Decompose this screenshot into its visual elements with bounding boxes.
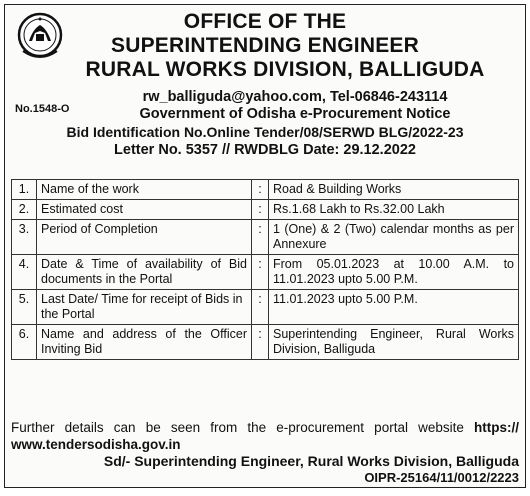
- table-row: [12, 220, 519, 255]
- signature-line: Sd/- Superintending Engineer, Rural Works Division, Balliguda: [103, 453, 519, 469]
- row-colon: :: [252, 180, 269, 200]
- table-row: [12, 180, 519, 200]
- row-number: 6.: [12, 325, 37, 360]
- office-title: OFFICE OF THE: [183, 10, 347, 33]
- row-number: 3.: [12, 220, 37, 255]
- division-name: RURAL WORKS DIVISION, BALLIGUDA: [85, 58, 485, 81]
- row-value: Superintending Engineer, Rural Works Division, Balliguda: [269, 325, 519, 360]
- row-number: 1.: [12, 180, 37, 200]
- row-colon: :: [252, 325, 269, 360]
- tender-notice: [4, 4, 526, 488]
- row-colon: :: [252, 255, 269, 290]
- oipr-number: OIPR-25164/11/0012/2223: [364, 470, 519, 485]
- table-row: [12, 200, 519, 220]
- row-label: Period of Completion: [37, 220, 252, 255]
- row-label: Last Date/ Time for receipt of Bids in the Portal: [37, 290, 252, 325]
- row-number: 2.: [12, 200, 37, 220]
- row-label: Name of the work: [37, 180, 252, 200]
- letter-number: Letter No. 5357 // RWDBLG Date: 29.12.2022: [114, 142, 416, 158]
- reference-number: No.1548-O: [15, 103, 70, 115]
- row-label: Name and address of the Officer Inviting Bid: [37, 325, 252, 360]
- row-number: 4.: [12, 255, 37, 290]
- row-colon: :: [252, 290, 269, 325]
- further-details-text: Further details can be seen from the e-procurement portal website: [11, 420, 464, 435]
- row-label: Estimated cost: [37, 200, 252, 220]
- row-value: From 05.01.2023 at 10.00 A.M. to 11.01.2023 upto 5.00 P.M.: [269, 255, 519, 290]
- row-value: 11.01.2023 upto 5.00 P.M.: [269, 290, 519, 325]
- office-designation: SUPERINTENDING ENGINEER: [111, 34, 419, 57]
- further-details: [11, 419, 519, 453]
- table-row: [12, 325, 519, 360]
- row-value: Road & Building Works: [269, 180, 519, 200]
- row-value: 1 (One) & 2 (Two) calendar months as per Annexure: [269, 220, 519, 255]
- notice-title: Government of Odisha e-Procurement Notice: [139, 106, 451, 122]
- tender-details-table: [11, 179, 519, 360]
- row-label: Date & Time of availability of Bid documents in the Portal: [37, 255, 252, 290]
- portal-website-link[interactable]: https:// www.tendersodisha.gov.in: [11, 420, 519, 452]
- row-colon: :: [252, 220, 269, 255]
- row-value: Rs.1.68 Lakh to Rs.32.00 Lakh: [269, 200, 519, 220]
- table-row: [12, 290, 519, 325]
- row-colon: :: [252, 200, 269, 220]
- table-row: [12, 255, 519, 290]
- bid-identification: Bid Identification No.Online Tender/08/SERWD BLG/2022-23: [66, 124, 464, 140]
- contact-info: rw_balliguda@yahoo.com, Tel-06846-243114: [142, 89, 448, 105]
- row-number: 5.: [12, 290, 37, 325]
